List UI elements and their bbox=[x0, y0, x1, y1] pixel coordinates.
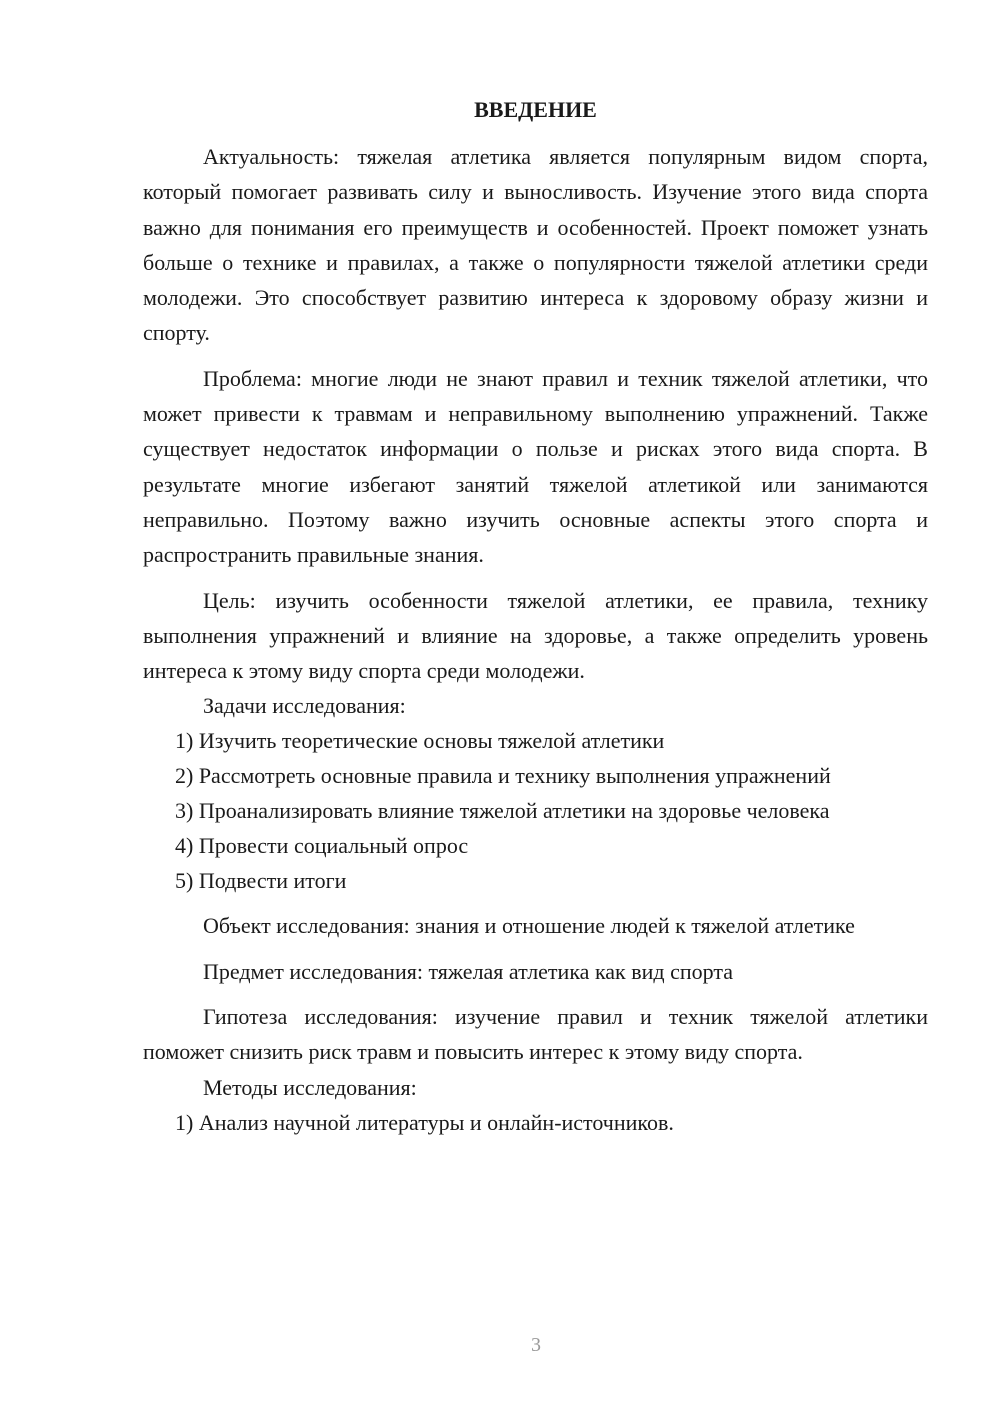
page-number: 3 bbox=[531, 1334, 541, 1356]
task-item-2: 2) Рассмотреть основные правила и технику выполнения упражнений bbox=[175, 763, 831, 789]
problem-paragraph: Проблема: многие люди не знают правил и техник тяжелой атлетики, что может привести к травмам и неправильному выполнению упражнений. Также существует недостаток информации о пользе и рисках этого вида спорта. В результате многие избегают занятий тяжелой атлетикой или занимаются неправильно. Поэтому важно изучить основные аспекты этого спорта и распространить правильные знания. bbox=[143, 365, 928, 568]
goal-paragraph: Цель: изучить особенности тяжелой атлетики, ее правила, технику выполнения упражнений и влияние на здоровье, а также определить уровень интереса к этому виду спорта среди молодежи. bbox=[143, 587, 928, 684]
hypothesis-paragraph: Гипотеза исследования: изучение правил и техник тяжелой атлетики поможет снизить риск травм и повысить интерес к этому виду спорта. bbox=[143, 1004, 928, 1065]
task-item-3: 3) Проанализировать влияние тяжелой атлетики на здоровье человека bbox=[175, 798, 830, 824]
tasks-heading: Задачи исследования: bbox=[203, 693, 406, 719]
section-title: ВВЕДЕНИЕ bbox=[474, 97, 597, 122]
method-item-1: 1) Анализ научной литературы и онлайн-источников. bbox=[175, 1109, 674, 1135]
task-item-4: 4) Провести социальный опрос bbox=[175, 833, 469, 859]
object-paragraph: Объект исследования: знания и отношение людей к тяжелой атлетике bbox=[203, 913, 855, 939]
document-page bbox=[143, 92, 928, 1140]
task-item-1: 1) Изучить теоретические основы тяжелой атлетики bbox=[175, 728, 665, 754]
methods-heading: Методы исследования: bbox=[203, 1074, 417, 1100]
relevance-paragraph: Актуальность: тяжелая атлетика является популярным видом спорта, который помогает развивать силу и выносливость. Изучение этого вида спорта важно для понимания его преимуществ и особенностей. Проект поможет узнать больше о технике и правилах, а также о популярности тяжелой атлетики среди молодежи. Это способствует развитию интереса к здоровому образу жизни и спорту. bbox=[143, 144, 928, 346]
subject-paragraph: Предмет исследования: тяжелая атлетика как вид спорта bbox=[203, 958, 733, 984]
task-item-5: 5) Подвести итоги bbox=[175, 868, 347, 894]
